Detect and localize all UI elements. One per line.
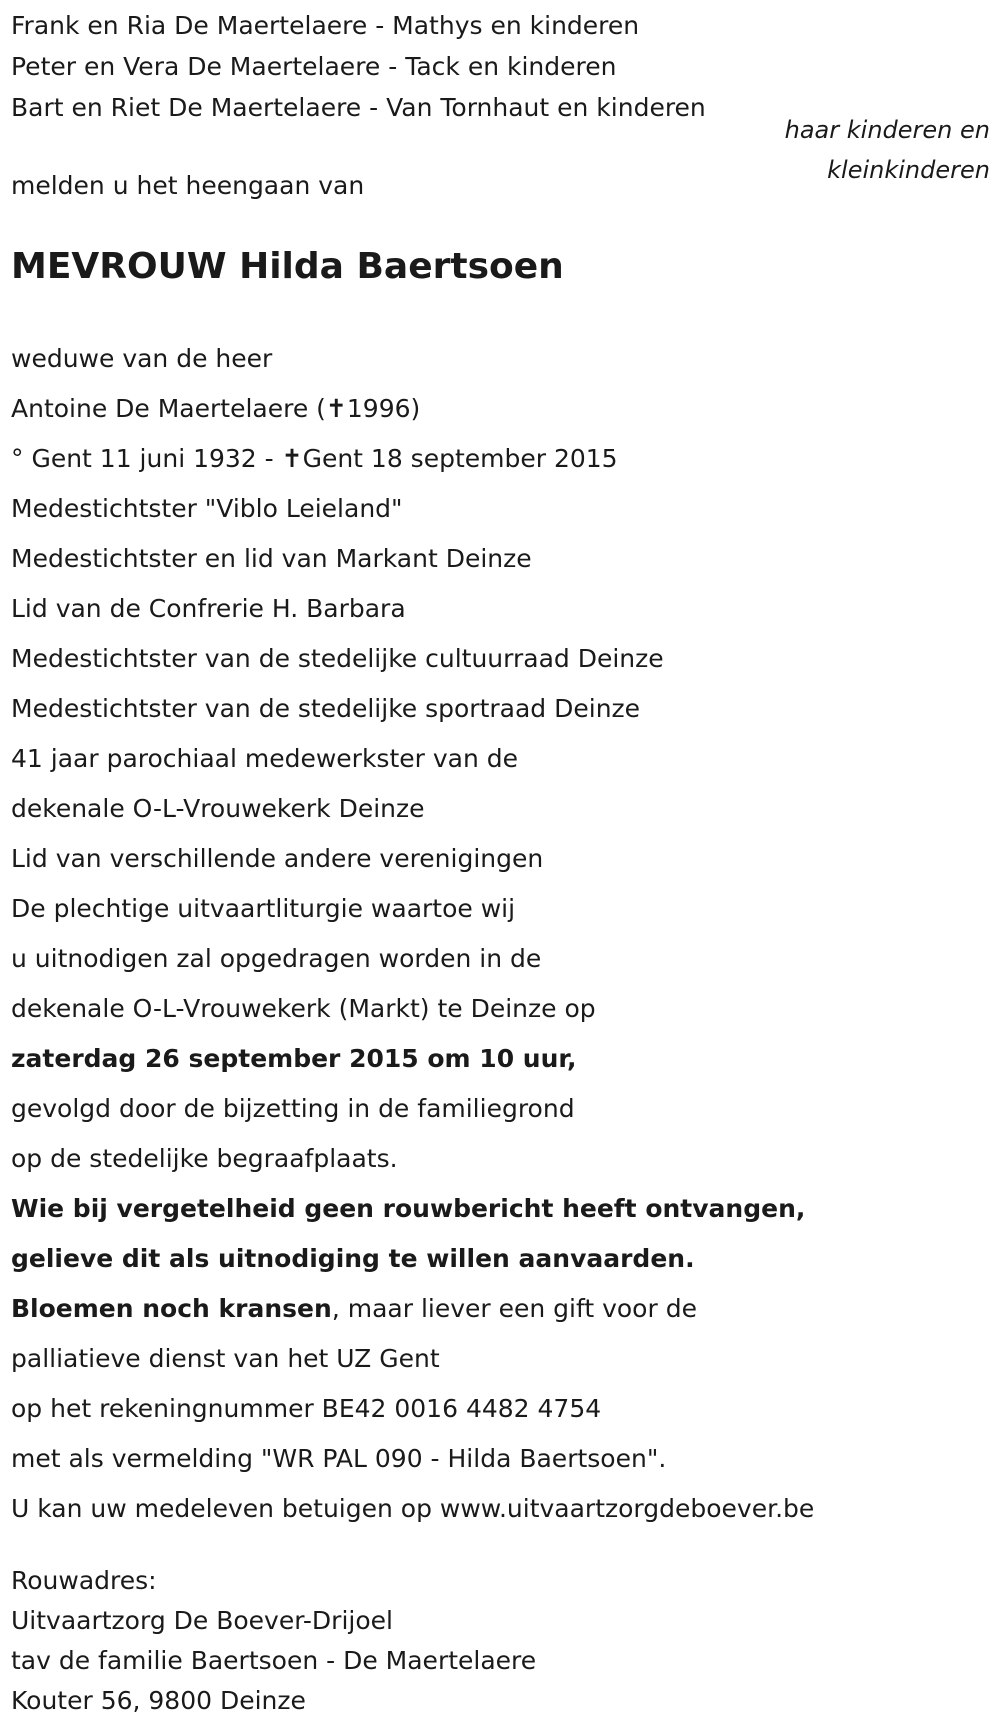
flowers-line [11,1284,814,1334]
website-line: U kan uw medeleven betuigen op www.uitvaartzorgdeboever.be [11,1494,815,1523]
funeral-date: zaterdag 26 september 2015 om 10 uur, [11,1044,577,1073]
flowers-bold: Bloemen noch kransen [11,1294,332,1323]
body-line: met als vermelding "WR PAL 090 - Hilda Baertsoen". [11,1444,667,1473]
notice-line: gelieve dit als uitnodiging te willen aanvaarden. [11,1244,695,1273]
family-line: Peter en Vera De Maertelaere - Tack en kinderen [11,52,617,81]
body-line: 41 jaar parochiaal medewerkster van de [11,744,519,773]
body-line: Medestichtster van de stedelijke cultuurraad Deinze [11,644,664,673]
mourning-address [11,1561,536,1721]
deceased-name: MEVROUW Hilda Baertsoen [11,246,564,287]
family-line: Bart en Riet De Maertelaere - Van Tornhaut en kinderen [11,93,706,122]
body-line: Medestichtster en lid van Markant Deinze [11,544,532,573]
announcement: melden u het heengaan van [11,171,365,200]
body-line: Medestichtster "Viblo Leieland" [11,494,403,523]
obituary-body [11,334,814,1534]
body-line: dekenale O-L-Vrouwekerk (Markt) te Deinze op [11,994,596,1023]
family-line: Frank en Ria De Maertelaere - Mathys en kinderen [11,11,640,40]
body-line: ° Gent 11 juni 1932 - ✝Gent 18 september 2015 [11,444,618,473]
side-note-line: kleinkinderen [827,156,990,184]
address-line: tav de familie Baertsoen - De Maertelaere [11,1646,537,1675]
body-line: dekenale O-L-Vrouwekerk Deinze [11,794,425,823]
address-line: Rouwadres: [11,1566,157,1595]
body-line: De plechtige uitvaartliturgie waartoe wij [11,894,516,923]
body-line: u uitnodigen zal opgedragen worden in de [11,944,542,973]
side-note-line: haar kinderen en [784,116,990,144]
body-line: weduwe van de heer [11,344,273,373]
body-line: op de stedelijke begraafplaats. [11,1144,398,1173]
body-line: Medestichtster van de stedelijke sportraad Deinze [11,694,641,723]
body-line: Lid van verschillende andere verenigingen [11,844,544,873]
body-line: Lid van de Confrerie H. Barbara [11,594,406,623]
side-note [785,110,990,190]
address-line: Kouter 56, 9800 Deinze [11,1686,306,1715]
body-line: op het rekeningnummer BE42 0016 4482 4754 [11,1394,602,1423]
flowers-rest: , maar liever een gift voor de [331,1294,697,1323]
notice-line: Wie bij vergetelheid geen rouwbericht heeft ontvangen, [11,1194,806,1223]
body-line: gevolgd door de bijzetting in de familiegrond [11,1094,575,1123]
address-line: Uitvaartzorg De Boever-Drijoel [11,1606,393,1635]
family-list [11,5,706,128]
body-line: Antoine De Maertelaere (✝1996) [11,394,421,423]
body-line: palliatieve dienst van het UZ Gent [11,1344,440,1373]
